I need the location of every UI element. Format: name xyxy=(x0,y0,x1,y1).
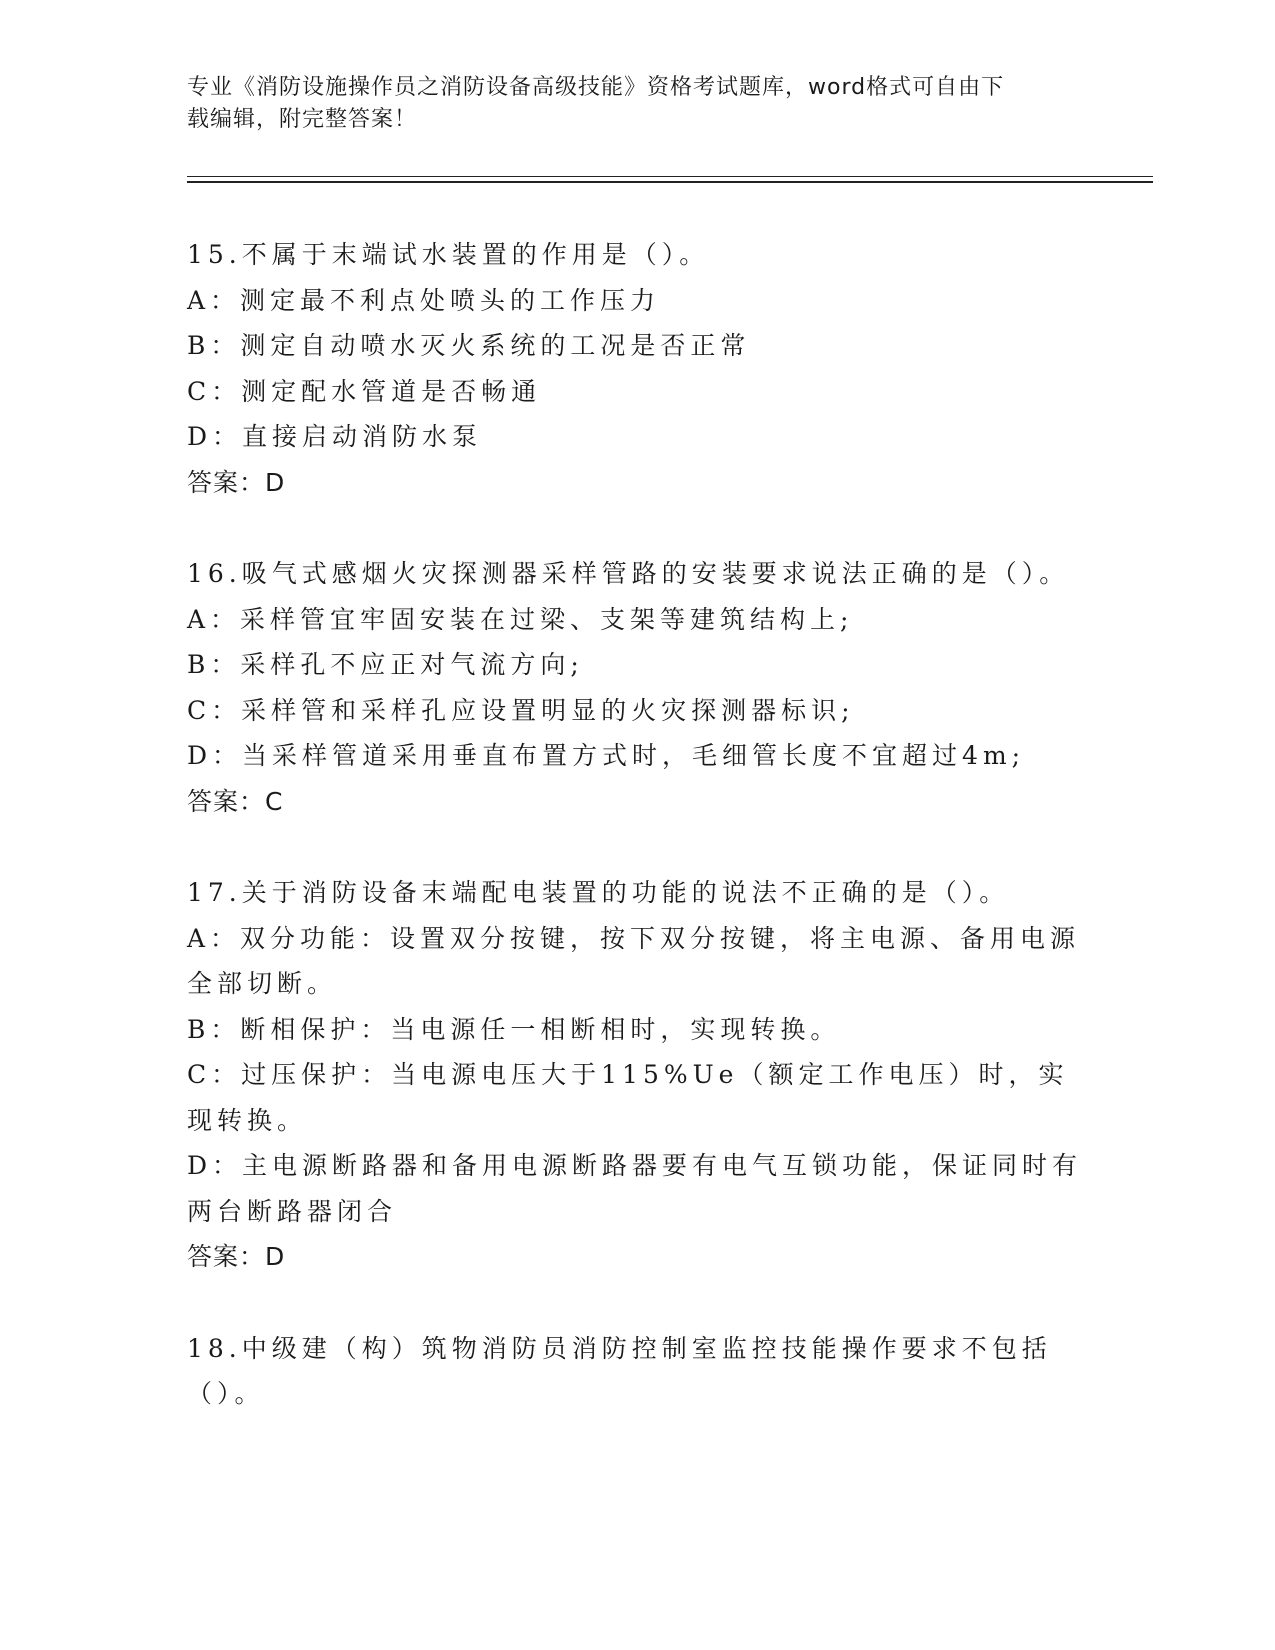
question-list xyxy=(187,232,1087,1463)
header-line-2: 载编辑，附完整答案！ xyxy=(187,107,418,132)
question-15 xyxy=(187,232,1087,505)
option-a: A：测定最不利点处喷头的工作压力 xyxy=(187,285,661,315)
question-18 xyxy=(187,1326,1087,1417)
question-stem: 17.关于消防设备末端配电装置的功能的说法不正确的是（）。 xyxy=(187,878,1010,907)
header-line-1: 专业《消防设施操作员之消防设备高级技能》资格考试题库，word格式可自由下 xyxy=(187,75,1005,100)
question-stem: 15.不属于末端试水装置的作用是（）。 xyxy=(187,240,710,269)
answer-label: 答案：D xyxy=(187,1242,286,1271)
option-a: A：采样管宜牢固安装在过梁、支架等建筑结构上; xyxy=(187,604,854,634)
option-d: D：主电源断路器和备用电源断路器要有电气互锁功能，保证同时有两台断路器闭合 xyxy=(187,1151,1083,1226)
option-d: D：直接启动消防水泵 xyxy=(187,422,483,451)
option-c: C：测定配水管道是否畅通 xyxy=(187,376,542,406)
option-b: B：采样孔不应正对气流方向; xyxy=(187,650,584,679)
option-b: B：测定自动喷水灭火系统的工况是否正常 xyxy=(187,331,751,360)
option-a: A：双分功能：设置双分按键，按下双分按键，将主电源、备用电源全部切断。 xyxy=(187,923,1081,998)
header-divider-thin xyxy=(187,176,1153,177)
document-header xyxy=(187,72,1067,136)
header-divider-thick xyxy=(187,181,1153,183)
option-c: C：采样管和采样孔应设置明显的火灾探测器标识; xyxy=(187,695,855,725)
option-d: D：当采样管道采用垂直布置方式时，毛细管长度不宜超过4m; xyxy=(187,741,1026,770)
question-stem: 16.吸气式感烟火灾探测器采样管路的安装要求说法正确的是（）。 xyxy=(187,559,1070,588)
option-c: C：过压保护：当电源电压大于115%Ue（额定工作电压）时，实现转换。 xyxy=(187,1060,1069,1135)
option-b: B：断相保护：当电源任一相断相时，实现转换。 xyxy=(187,1014,841,1044)
answer-label: 答案：C xyxy=(187,786,284,816)
question-17 xyxy=(187,870,1087,1280)
question-stem: 18.中级建（构）筑物消防员消防控制室监控技能操作要求不包括（）。 xyxy=(187,1333,1052,1408)
question-16 xyxy=(187,551,1087,824)
answer-label: 答案：D xyxy=(187,467,286,497)
